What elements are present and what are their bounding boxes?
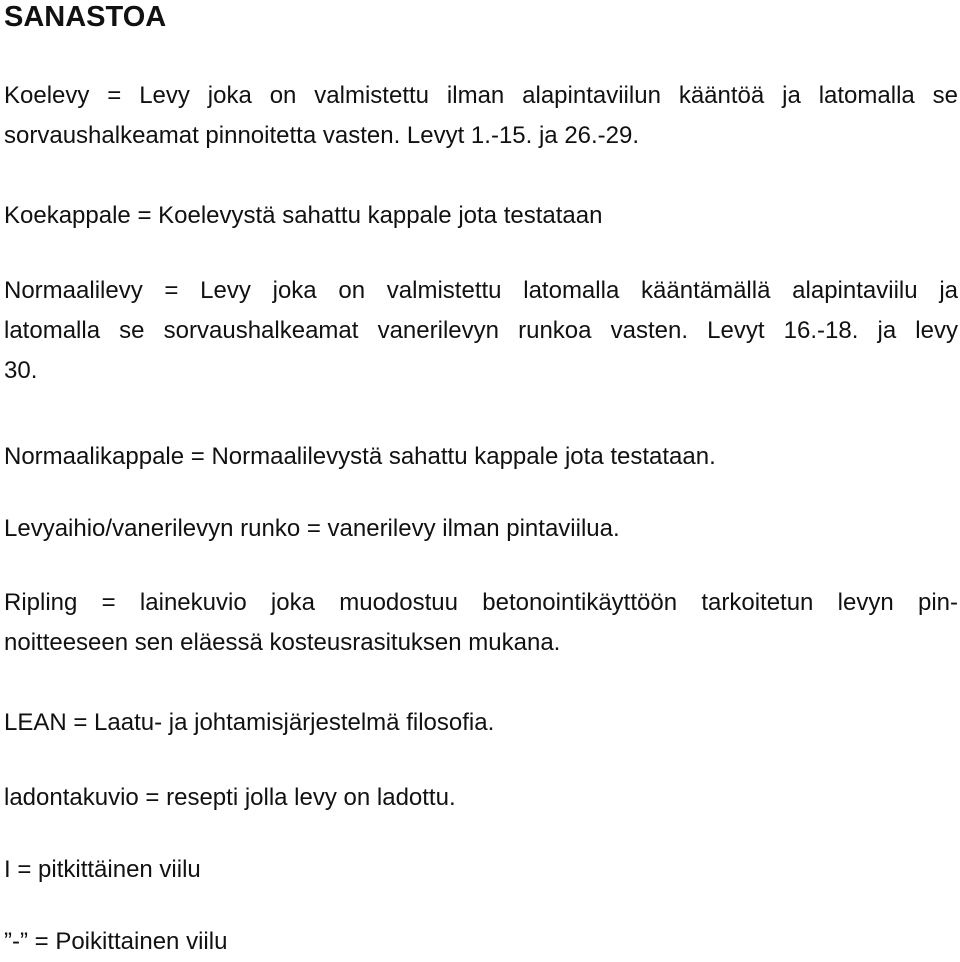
- glossary-line: Koekappale = Koelevystä sahattu kappale jota testataan: [4, 202, 603, 229]
- glossary-entry: [4, 778, 958, 818]
- glossary-line: I = pitkittäinen viilu: [4, 856, 201, 883]
- glossary-line: 30.: [4, 357, 38, 384]
- glossary-entry: [4, 583, 958, 663]
- glossary-entry: [4, 76, 958, 156]
- glossary-line: latomalla se sorvaushalkeamat vanerilevyn runkoa vasten. Levyt 16.-18. ja levy: [4, 317, 958, 344]
- glossary-entry: [4, 850, 958, 890]
- glossary-line: noitteeseen sen eläessä kosteusrasituksen mukana.: [4, 629, 561, 656]
- glossary-line: Ripling = lainekuvio joka muodostuu betonointikäyttöön tarkoitetun levyn pin-: [4, 589, 958, 616]
- glossary-line: Normaalikappale = Normaalilevystä sahattu kappale jota testataan.: [4, 443, 716, 470]
- glossary-line: Normaalilevy = Levy joka on valmistettu latomalla kääntämällä alapintaviilu ja: [4, 277, 958, 304]
- glossary-entry: [4, 437, 958, 477]
- glossary-line: LEAN = Laatu- ja johtamisjärjestelmä filosofia.: [4, 709, 495, 736]
- glossary-entry: [4, 509, 958, 549]
- glossary-line: Koelevy = Levy joka on valmistettu ilman alapintaviilun kääntöä ja latomalla se: [4, 82, 958, 109]
- glossary-line: sorvaushalkeamat pinnoitetta vasten. Levyt 1.-15. ja 26.-29.: [4, 122, 640, 149]
- glossary-line: Levyaihio/vanerilevyn runko = vanerilevy ilman pintaviilua.: [4, 515, 620, 542]
- glossary-entry: [4, 703, 958, 743]
- glossary-line: ladontakuvio = resepti jolla levy on ladottu.: [4, 784, 456, 811]
- glossary-line: ”-” = Poikittainen viilu: [4, 928, 228, 955]
- page-title: SANASTOA: [4, 1, 167, 33]
- glossary-entry: [4, 922, 958, 962]
- glossary-entry: [4, 271, 958, 391]
- glossary-entry: [4, 196, 958, 236]
